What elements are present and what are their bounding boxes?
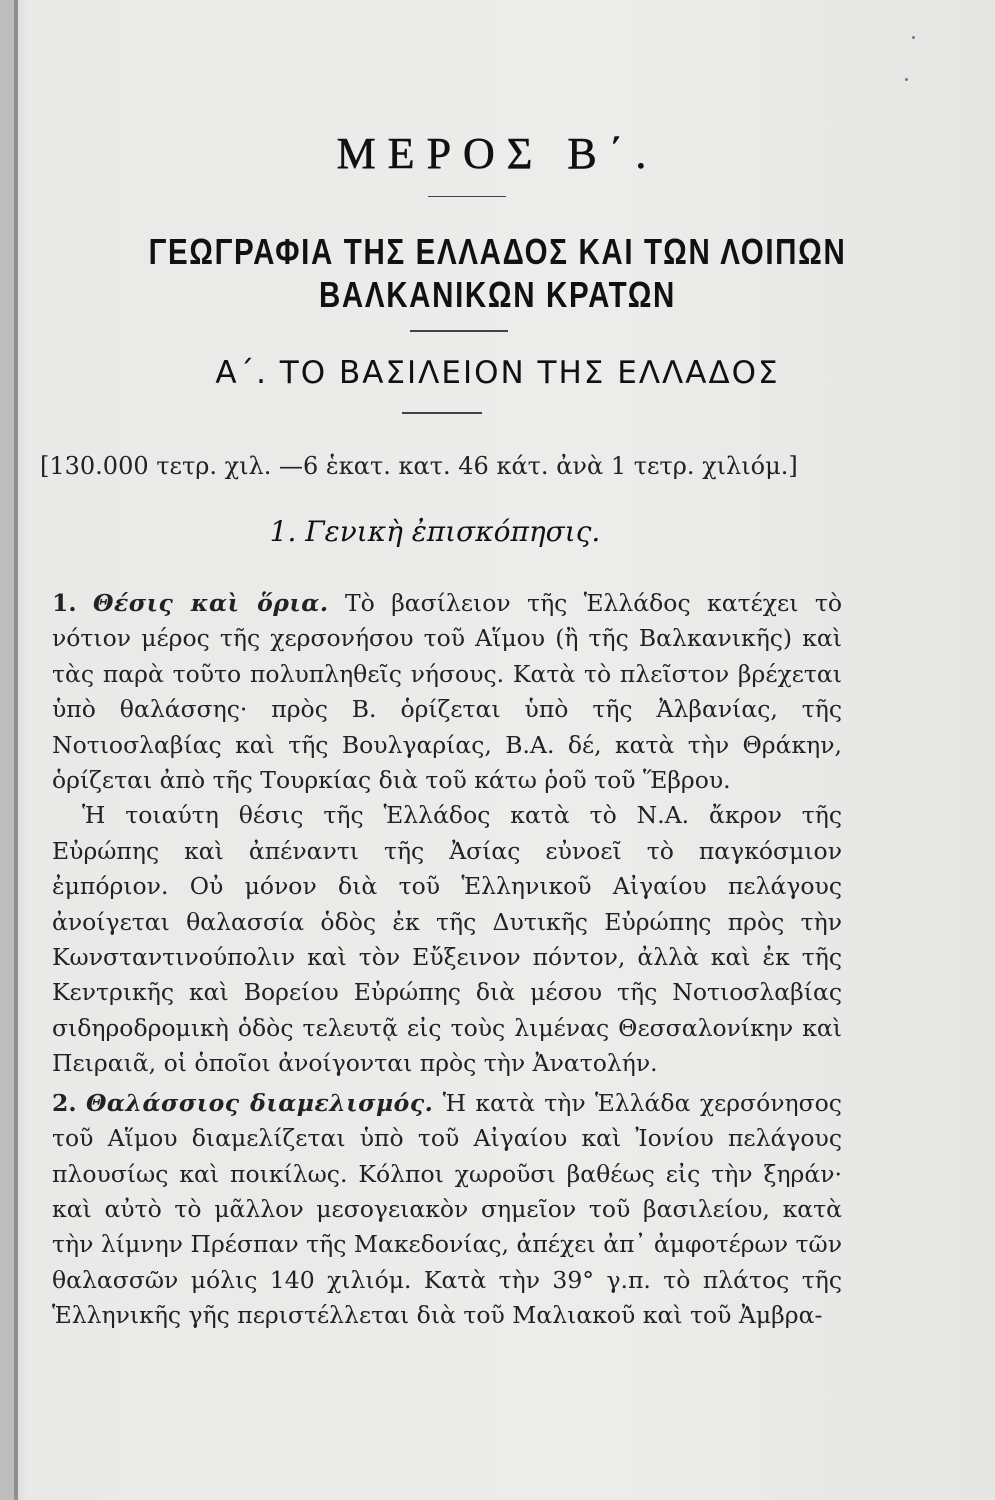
body-text [52, 586, 842, 1334]
divider-rule [410, 330, 508, 332]
paragraph-3 [52, 1086, 842, 1334]
paragraph-text: Ἡ τοιαύτη θέσις τῆς Ἑλλάδος κατὰ τὸ Ν.Α. ἄκρον τῆς Εὐρώπης καὶ ἀπέναντι τῆς Ἀσίας εὐνοεῖ τὸ παγκόσμιον ἐμπόριον. Οὐ μόνον διὰ τοῦ Ἑλληνικοῦ Αἰγαίου πελάγους ἀνοίγεται θαλασσία ὁδὸς ἐκ τῆς Δυτικῆς Εὐρώπης πρὸς τὴν Κωνσταντινούπολιν καὶ τὸν Εὔξεινον πόντον, ἀλλὰ καὶ ἐκ τῆς Κεντρικῆς καὶ Βορείου Εὐρώπης διὰ μέσου τῆς Νοτιοσλαβίας σιδηροδρομικὴ ὁδὸς τελευτᾷ εἰς τοὺς λιμένας Θεσσαλονίκην καὶ Πειραιᾶ, οἱ ὁποῖοι ἀνοίγονται πρὸς τὴν Ἀνατολήν. [52, 801, 842, 1078]
chapter-title: 1. Γενικὴ ἐπισκόπησις. [269, 515, 601, 548]
divider-rule [428, 196, 506, 197]
section-title: Α΄. ΤΟ ΒΑΣΙΛΕΙΟΝ ΤΗΣ ΕΛΛΑΔΟΣ [215, 355, 780, 391]
paragraph-heading: Θαλάσσιος διαμελισμός. [85, 1088, 434, 1117]
paragraph-text: Ἡ κατὰ τὴν Ἑλλάδα χερσόνησος τοῦ Αἵμου διαμελίζεται ὑπὸ τοῦ Αἰγαίου καὶ Ἰονίου πελάγους πλουσίως καὶ ποικίλως. Κόλποι χωροῦσι βαθέως εἰς τὴν ξηράν· καὶ αὐτὸ τὸ μᾶλλον μεσογειακὸν σημεῖον τοῦ βασιλείου, κατὰ τὴν λίμνην Πρέσπαν τῆς Μακεδονίας, ἀπέχει ἀπ᾽ ἀμφοτέρων τῶν θαλασσῶν μόλις 140 χιλιόμ. Κατὰ τὴν 39° γ.π. τὸ πλάτος τῆς Ἑλληνικῆς γῆς περιστέλλεται διὰ τοῦ Μαλιακοῦ καὶ τοῦ Ἀμβρα- [52, 1088, 842, 1330]
page-edge-shadow [0, 0, 14, 1500]
part-title: ΜΕΡΟΣ Β΄. [336, 129, 659, 178]
paragraph-number: 1. [52, 589, 77, 617]
paragraph-1 [52, 586, 842, 798]
divider-rule [402, 412, 482, 414]
main-title-line1: ΓΕΩΓΡΑΦΙΑ ΤΗΣ ΕΛΛΑΔΟΣ ΚΑΙ ΤΩΝ ΛΟΙΠΩΝ [148, 231, 847, 272]
paragraph-number: 2. [52, 1088, 77, 1117]
paragraph-2 [52, 798, 842, 1081]
paper-speck [905, 78, 908, 81]
paragraph-heading: Θέσις καὶ ὅρια. [92, 589, 329, 617]
paragraph-text: Τὸ βασίλειον τῆς Ἑλλάδος κατέχει τὸ νότιον μέρος τῆς χερσονήσου τοῦ Αἵμου (ἢ τῆς Βαλκανικῆς) καὶ τὰς παρὰ τοῦτο πολυπληθεῖς νήσους. Κατὰ τὸ πλεῖστον βρέχεται ὑπὸ θαλάσσης· πρὸς Β. ὁρίζεται ὑπὸ τῆς Ἀλβανίας, τῆς Νοτιοσλαβίας καὶ τῆς Βουλγαρίας, Β.Α. δέ, κατὰ τὴν Θράκην, ὁρίζεται ἀπὸ τῆς Τουρκίας διὰ τοῦ κάτω ῥοῦ τοῦ Ἕβρου. [52, 589, 842, 795]
area-statistics-line: [130.000 τετρ. χιλ. —6 ἑκατ. κατ. 46 κάτ. ἀνὰ 1 τετρ. χιλιόμ.] [40, 452, 798, 480]
page-binding-line [14, 0, 18, 1500]
paper-speck [912, 36, 915, 39]
main-title-line2: ΒΑΛΚΑΝΙΚΩΝ ΚΡΑΤΩΝ [318, 274, 677, 315]
